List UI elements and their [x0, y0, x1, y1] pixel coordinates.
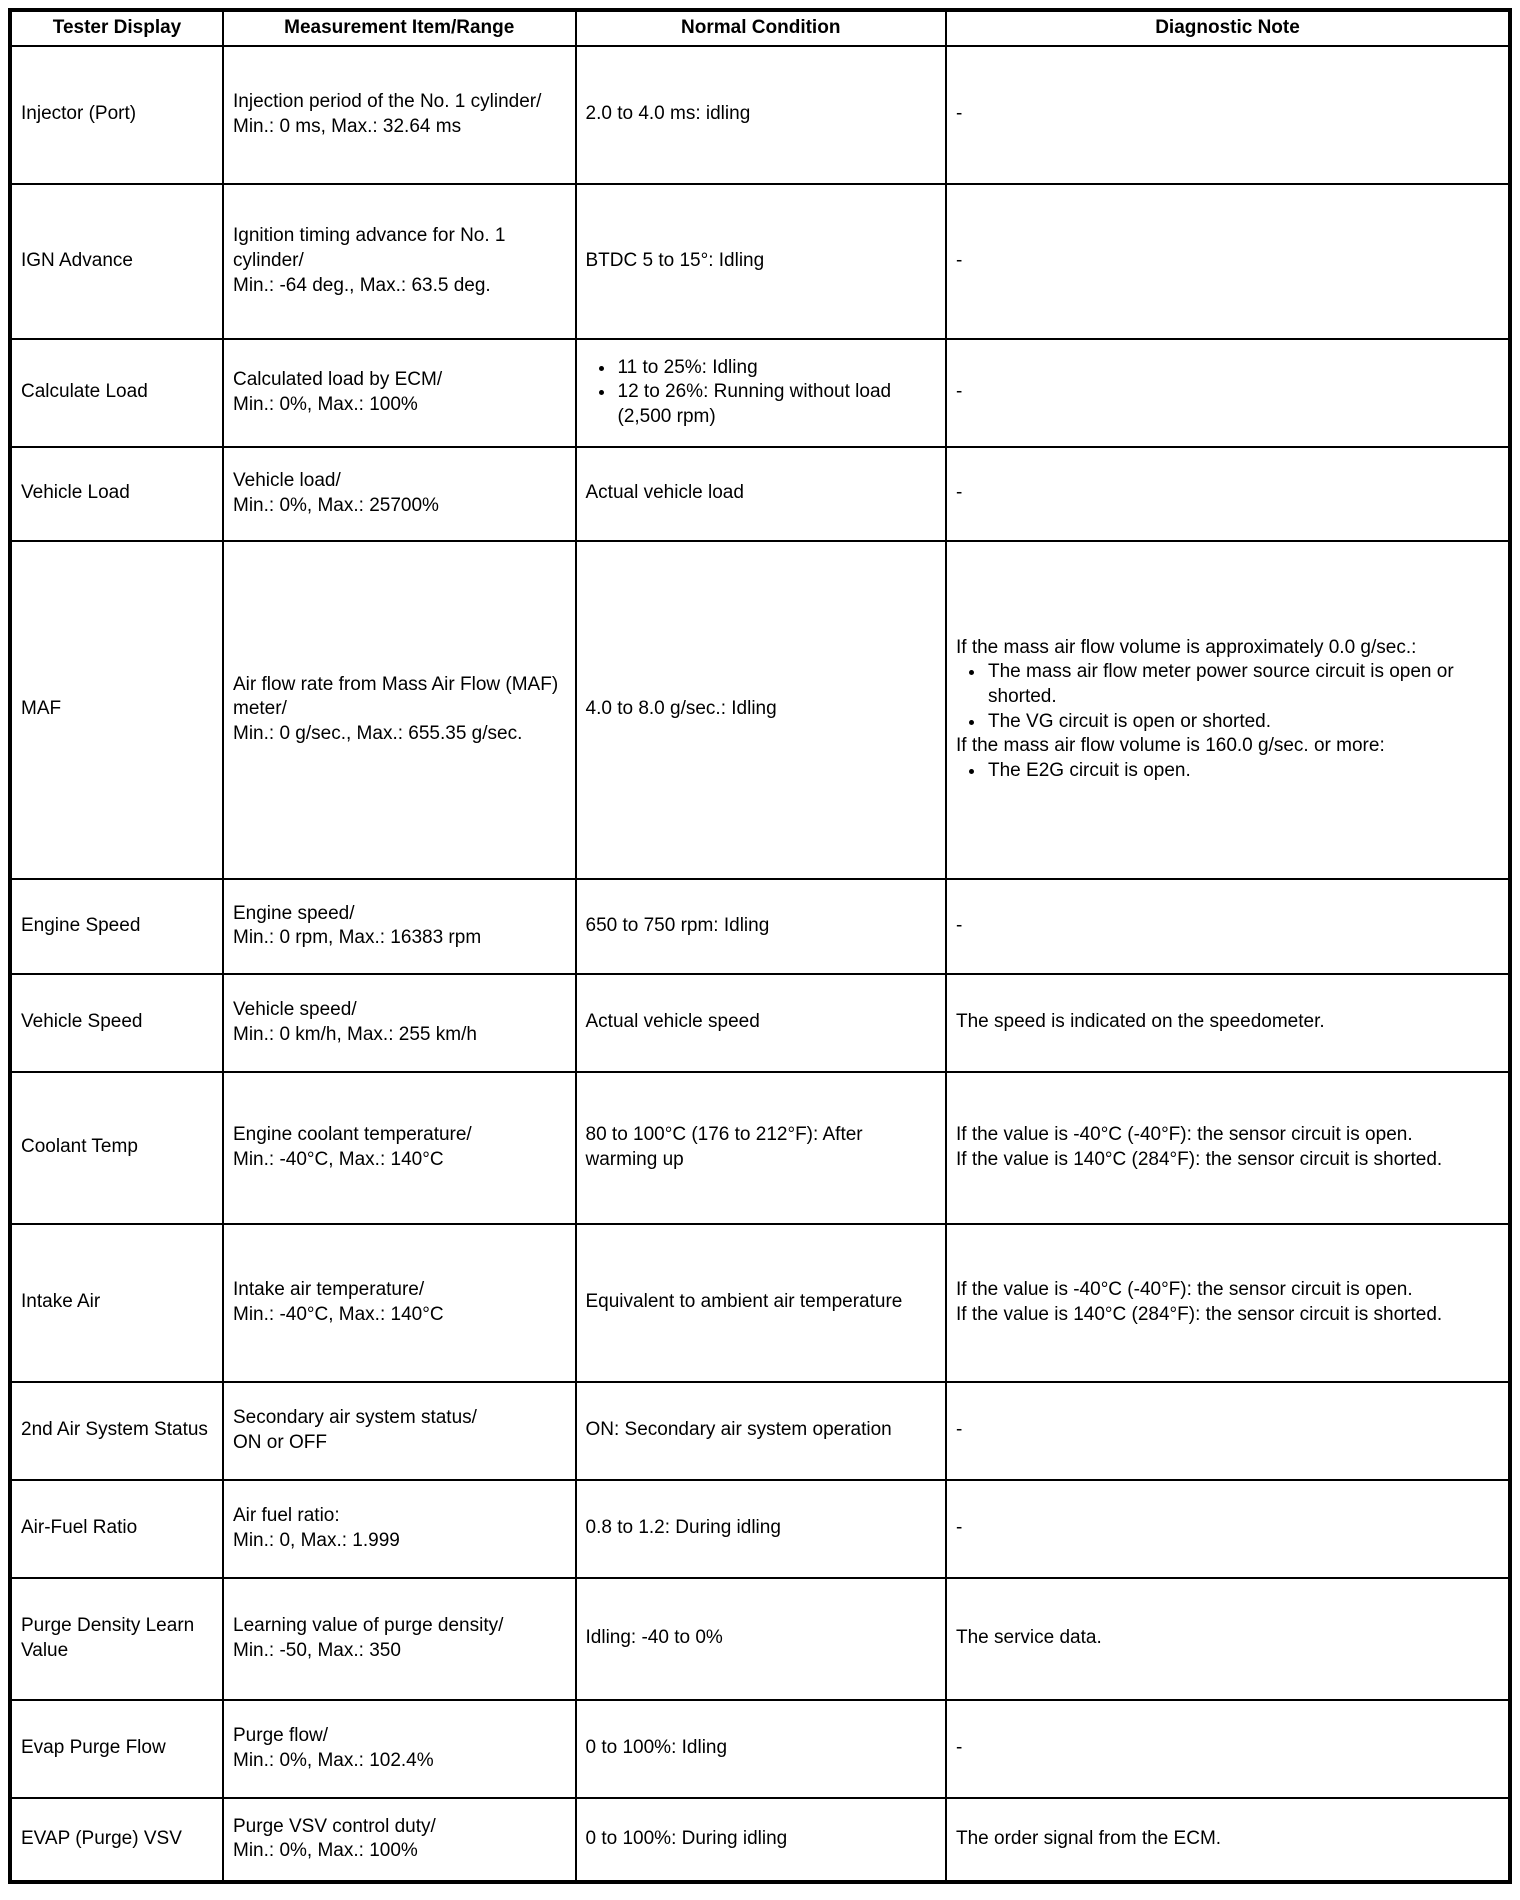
cell-text: Engine Speed: [21, 914, 141, 936]
cell-normal-condition: [576, 1700, 947, 1798]
cell-normal-condition: [576, 46, 947, 184]
cell-measurement-item-range: [223, 1798, 576, 1882]
cell-text: 2nd Air System Status: [21, 1419, 208, 1441]
cell-text: -: [956, 482, 963, 504]
cell-text: Engine coolant temperature/: [233, 1124, 472, 1145]
cell-text: Calculated load by ECM/: [233, 369, 443, 390]
cell-normal-condition: [576, 879, 947, 974]
cell-tester-display: [10, 1798, 223, 1882]
cell-text: Vehicle load/: [233, 470, 341, 491]
cell-text: Min.: 0%, Max.: 102.4%: [233, 1749, 434, 1771]
cell-text: If the mass air flow volume is 160.0 g/sec. or more:: [956, 735, 1385, 757]
cell-diagnostic-note: [946, 1382, 1510, 1480]
cell-text: Min.: -64 deg., Max.: 63.5 deg.: [233, 274, 491, 296]
cell-text: Injector (Port): [21, 103, 137, 125]
table-row: [10, 1578, 1510, 1700]
table-row: [10, 339, 1510, 447]
cell-normal-condition: [576, 447, 947, 541]
header-diagnostic-note: Diagnostic Note: [946, 10, 1510, 46]
cell-text: Evap Purge Flow: [21, 1737, 166, 1759]
table-row: [10, 879, 1510, 974]
cell-text: Actual vehicle load: [585, 482, 744, 504]
cell-measurement-item-range: [223, 1072, 576, 1224]
cell-diagnostic-note: [946, 1072, 1510, 1224]
cell-text: -: [956, 381, 963, 403]
cell-text: Min.: 0%, Max.: 100%: [233, 393, 418, 415]
cell-text: Min.: -40°C, Max.: 140°C: [233, 1303, 444, 1325]
cell-text: Min.: 0, Max.: 1.999: [233, 1529, 400, 1551]
header-normal-condition: Normal Condition: [576, 10, 947, 46]
cell-text: Secondary air system status/: [233, 1407, 477, 1428]
cell-diagnostic-note: [946, 1798, 1510, 1882]
cell-tester-display: [10, 1700, 223, 1798]
cell-text: Min.: 0 ms, Max.: 32.64 ms: [233, 115, 462, 137]
cell-normal-condition: [576, 541, 947, 879]
cell-measurement-item-range: [223, 974, 576, 1072]
bullet-item: • The E2G circuit is open.: [986, 759, 1499, 784]
cell-text: If the value is -40°C (-40°F): the sensor circuit is open.: [956, 1279, 1413, 1300]
cell-normal-condition: [576, 1798, 947, 1882]
cell-tester-display: [10, 1578, 223, 1700]
cell-text: -: [956, 1419, 963, 1441]
cell-tester-display: [10, 339, 223, 447]
cell-text: Purge flow/: [233, 1725, 329, 1746]
cell-diagnostic-note: [946, 1578, 1510, 1700]
cell-text: Air flow rate from Mass Air Flow (MAF) meter/: [233, 673, 559, 720]
cell-text: 0.8 to 1.2: During idling: [585, 1517, 781, 1539]
cell-normal-condition: [576, 1578, 947, 1700]
cell-text: Vehicle Speed: [21, 1011, 143, 1033]
cell-text: Learning value of purge density/: [233, 1615, 504, 1636]
table-row: [10, 1798, 1510, 1882]
cell-text: Equivalent to ambient air temperature: [585, 1291, 903, 1313]
cell-text: Actual vehicle speed: [585, 1011, 760, 1033]
cell-text: -: [956, 914, 963, 936]
table-row: [10, 46, 1510, 184]
cell-tester-display: [10, 879, 223, 974]
cell-text: If the value is 140°C (284°F): the sensor circuit is shorted.: [956, 1303, 1443, 1325]
bullet-list: [956, 660, 1499, 734]
cell-text: If the value is 140°C (284°F): the sensor circuit is shorted.: [956, 1148, 1443, 1170]
bullet-list: [956, 759, 1499, 784]
table-row: [10, 1382, 1510, 1480]
cell-text: Intake Air: [21, 1291, 101, 1313]
cell-text: Purge Density Learn Value: [21, 1615, 195, 1661]
bullet-item: • 11 to 25%: Idling: [616, 356, 937, 381]
cell-tester-display: [10, 1072, 223, 1224]
table-row: [10, 974, 1510, 1072]
cell-text: 0 to 100%: Idling: [585, 1737, 728, 1759]
cell-normal-condition: [576, 339, 947, 447]
diagnostic-data-table: [8, 8, 1512, 1884]
cell-normal-condition: [576, 1072, 947, 1224]
cell-text: Min.: 0 km/h, Max.: 255 km/h: [233, 1023, 477, 1045]
cell-text: The speed is indicated on the speedometer.: [956, 1011, 1325, 1033]
cell-diagnostic-note: [946, 184, 1510, 339]
table-row: [10, 541, 1510, 879]
cell-tester-display: [10, 184, 223, 339]
cell-tester-display: [10, 1224, 223, 1382]
cell-text: Min.: 0 rpm, Max.: 16383 rpm: [233, 927, 482, 949]
table-body: [10, 46, 1510, 1882]
cell-text: -: [956, 249, 963, 271]
cell-text: 4.0 to 8.0 g/sec.: Idling: [585, 698, 777, 720]
cell-text: -: [956, 103, 963, 125]
cell-measurement-item-range: [223, 879, 576, 974]
cell-measurement-item-range: [223, 339, 576, 447]
cell-text: 0 to 100%: During idling: [585, 1827, 788, 1849]
cell-text: Intake air temperature/: [233, 1279, 425, 1300]
cell-measurement-item-range: [223, 1224, 576, 1382]
cell-text: 650 to 750 rpm: Idling: [585, 914, 770, 936]
cell-text: Injection period of the No. 1 cylinder/: [233, 91, 542, 112]
cell-text: 2.0 to 4.0 ms: idling: [585, 103, 751, 125]
table-row: [10, 1224, 1510, 1382]
cell-text: Engine speed/: [233, 902, 355, 924]
header-measurement-item-range: Measurement Item/Range: [223, 10, 576, 46]
cell-text: 80 to 100°C (176 to 212°F): After warming up: [585, 1124, 863, 1170]
cell-tester-display: [10, 541, 223, 879]
cell-diagnostic-note: [946, 1700, 1510, 1798]
cell-text: IGN Advance: [21, 249, 133, 271]
cell-measurement-item-range: [223, 184, 576, 339]
cell-normal-condition: [576, 1382, 947, 1480]
cell-diagnostic-note: [946, 46, 1510, 184]
cell-text: -: [956, 1737, 963, 1759]
bullet-item: • The VG circuit is open or shorted.: [986, 710, 1499, 735]
cell-diagnostic-note: [946, 974, 1510, 1072]
cell-text: Min.: 0 g/sec., Max.: 655.35 g/sec.: [233, 723, 523, 745]
cell-text: Calculate Load: [21, 381, 148, 403]
cell-measurement-item-range: [223, 447, 576, 541]
cell-text: BTDC 5 to 15°: Idling: [585, 249, 765, 271]
cell-measurement-item-range: [223, 1578, 576, 1700]
cell-diagnostic-note: [946, 339, 1510, 447]
cell-normal-condition: [576, 1480, 947, 1578]
bullet-item: • The mass air flow meter power source circuit is open or shorted.: [986, 660, 1499, 709]
cell-text: The order signal from the ECM.: [956, 1827, 1222, 1849]
cell-tester-display: [10, 447, 223, 541]
cell-tester-display: [10, 1382, 223, 1480]
cell-normal-condition: [576, 184, 947, 339]
cell-text: Ignition timing advance for No. 1 cylinder/: [233, 225, 506, 271]
cell-text: -: [956, 1517, 963, 1539]
cell-tester-display: [10, 46, 223, 184]
cell-tester-display: [10, 1480, 223, 1578]
bullet-list: [586, 356, 937, 430]
cell-text: The service data.: [956, 1627, 1102, 1649]
cell-text: ON or OFF: [233, 1431, 327, 1453]
table-header-row: [10, 10, 1510, 46]
cell-diagnostic-note: [946, 879, 1510, 974]
cell-measurement-item-range: [223, 541, 576, 879]
cell-text: ON: Secondary air system operation: [585, 1419, 892, 1441]
table-row: [10, 1072, 1510, 1224]
cell-measurement-item-range: [223, 46, 576, 184]
cell-text: Min.: -40°C, Max.: 140°C: [233, 1148, 444, 1170]
cell-text: Min.: 0%, Max.: 25700%: [233, 494, 439, 516]
cell-measurement-item-range: [223, 1382, 576, 1480]
cell-text: If the mass air flow volume is approximately 0.0 g/sec.:: [956, 636, 1417, 658]
cell-text: Air-Fuel Ratio: [21, 1517, 138, 1539]
cell-tester-display: [10, 974, 223, 1072]
cell-text: Vehicle speed/: [233, 999, 357, 1020]
cell-text: Vehicle Load: [21, 482, 130, 504]
table-row: [10, 184, 1510, 339]
table-row: [10, 1480, 1510, 1578]
cell-text: Air fuel ratio:: [233, 1505, 340, 1526]
table-row: [10, 447, 1510, 541]
cell-text: Purge VSV control duty/: [233, 1815, 436, 1837]
cell-diagnostic-note: [946, 1480, 1510, 1578]
cell-measurement-item-range: [223, 1700, 576, 1798]
cell-diagnostic-note: [946, 1224, 1510, 1382]
cell-text: EVAP (Purge) VSV: [21, 1827, 182, 1849]
bullet-item: • 12 to 26%: Running without load (2,500 rpm): [616, 380, 937, 429]
cell-normal-condition: [576, 974, 947, 1072]
cell-normal-condition: [576, 1224, 947, 1382]
header-tester-display: Tester Display: [10, 10, 223, 46]
cell-text: Min.: 0%, Max.: 100%: [233, 1840, 418, 1862]
cell-text: If the value is -40°C (-40°F): the sensor circuit is open.: [956, 1124, 1413, 1145]
cell-measurement-item-range: [223, 1480, 576, 1578]
table-row: [10, 1700, 1510, 1798]
cell-diagnostic-note: [946, 541, 1510, 879]
cell-text: Idling: -40 to 0%: [585, 1627, 723, 1649]
cell-diagnostic-note: [946, 447, 1510, 541]
cell-text: MAF: [21, 698, 62, 720]
cell-text: Min.: -50, Max.: 350: [233, 1639, 401, 1661]
cell-text: Coolant Temp: [21, 1136, 138, 1158]
